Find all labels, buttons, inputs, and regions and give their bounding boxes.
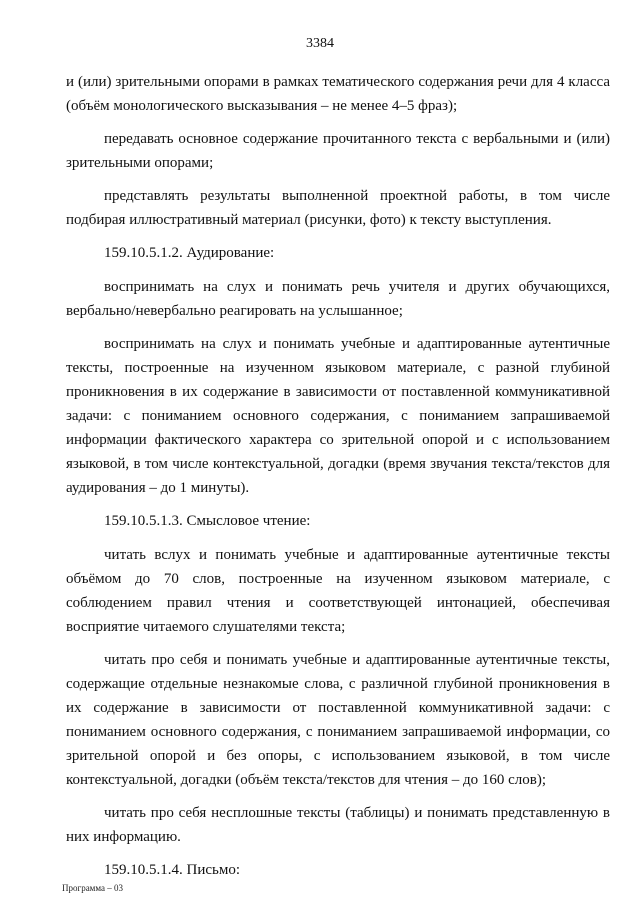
paragraph-continuation: и (или) зрительными опорами в рамках тематического содержания речи для 4 класса (объём монологического высказывания – не менее 4–5 фраз); — [66, 74, 610, 114]
paragraph: читать вслух и понимать учебные и адаптированные аутентичные тексты объёмом до 70 слов, построенные на изученном языковом материале, с соблюдением правил чтения и соответствующей интонацией, обеспечивая восприятие читаемого слушателями текста; — [66, 547, 610, 635]
section-heading-listening: 159.10.5.1.2. Аудирование: — [104, 245, 275, 261]
paragraph: воспринимать на слух и понимать учебные и адаптированные аутентичные тексты, построенные на изученном языковом материале, с разной глубиной проникновения в их содержание в зависимости от поставленной коммуникативной задачи: с пониманием основного содержания, с пониманием запрашиваемой информации фактического характера со зрительной опорой и с использованием языковой, в том числе контекстуальной, догадки (время звучания текста/текстов для аудирования – до 1 минуты). — [66, 336, 610, 496]
section-heading-writing: 159.10.5.1.4. Письмо: — [104, 862, 241, 878]
document-body — [66, 70, 610, 892]
paragraph: читать про себя несплошные тексты (таблицы) и понимать представленную в них информацию. — [66, 805, 610, 845]
page-number: 3384 — [306, 36, 334, 51]
paragraph: представлять результаты выполненной проектной работы, в том числе подбирая иллюстративный материал (рисунки, фото) к тексту выступления. — [66, 188, 610, 228]
paragraph: воспринимать на слух и понимать речь учителя и других обучающихся, вербально/невербально реагировать на услышанное; — [66, 279, 610, 319]
paragraph: читать про себя и понимать учебные и адаптированные аутентичные тексты, содержащие отдельные незнакомые слова, с различной глубиной проникновения в их содержание в зависимости от поставленной коммуникативной задачи: с пониманием основного содержания, с пониманием запрашиваемой информации, со зрительной опорой и без опоры, с использованием языковой, в том числе контекстуальной, догадки (объём текста/текстов для чтения – до 160 слов); — [66, 652, 610, 788]
section-heading-reading: 159.10.5.1.3. Смысловое чтение: — [104, 513, 311, 529]
paragraph: передавать основное содержание прочитанного текста с вербальными и (или) зрительными опорами; — [66, 131, 610, 171]
page-footer: Программа – 03 — [62, 883, 124, 893]
